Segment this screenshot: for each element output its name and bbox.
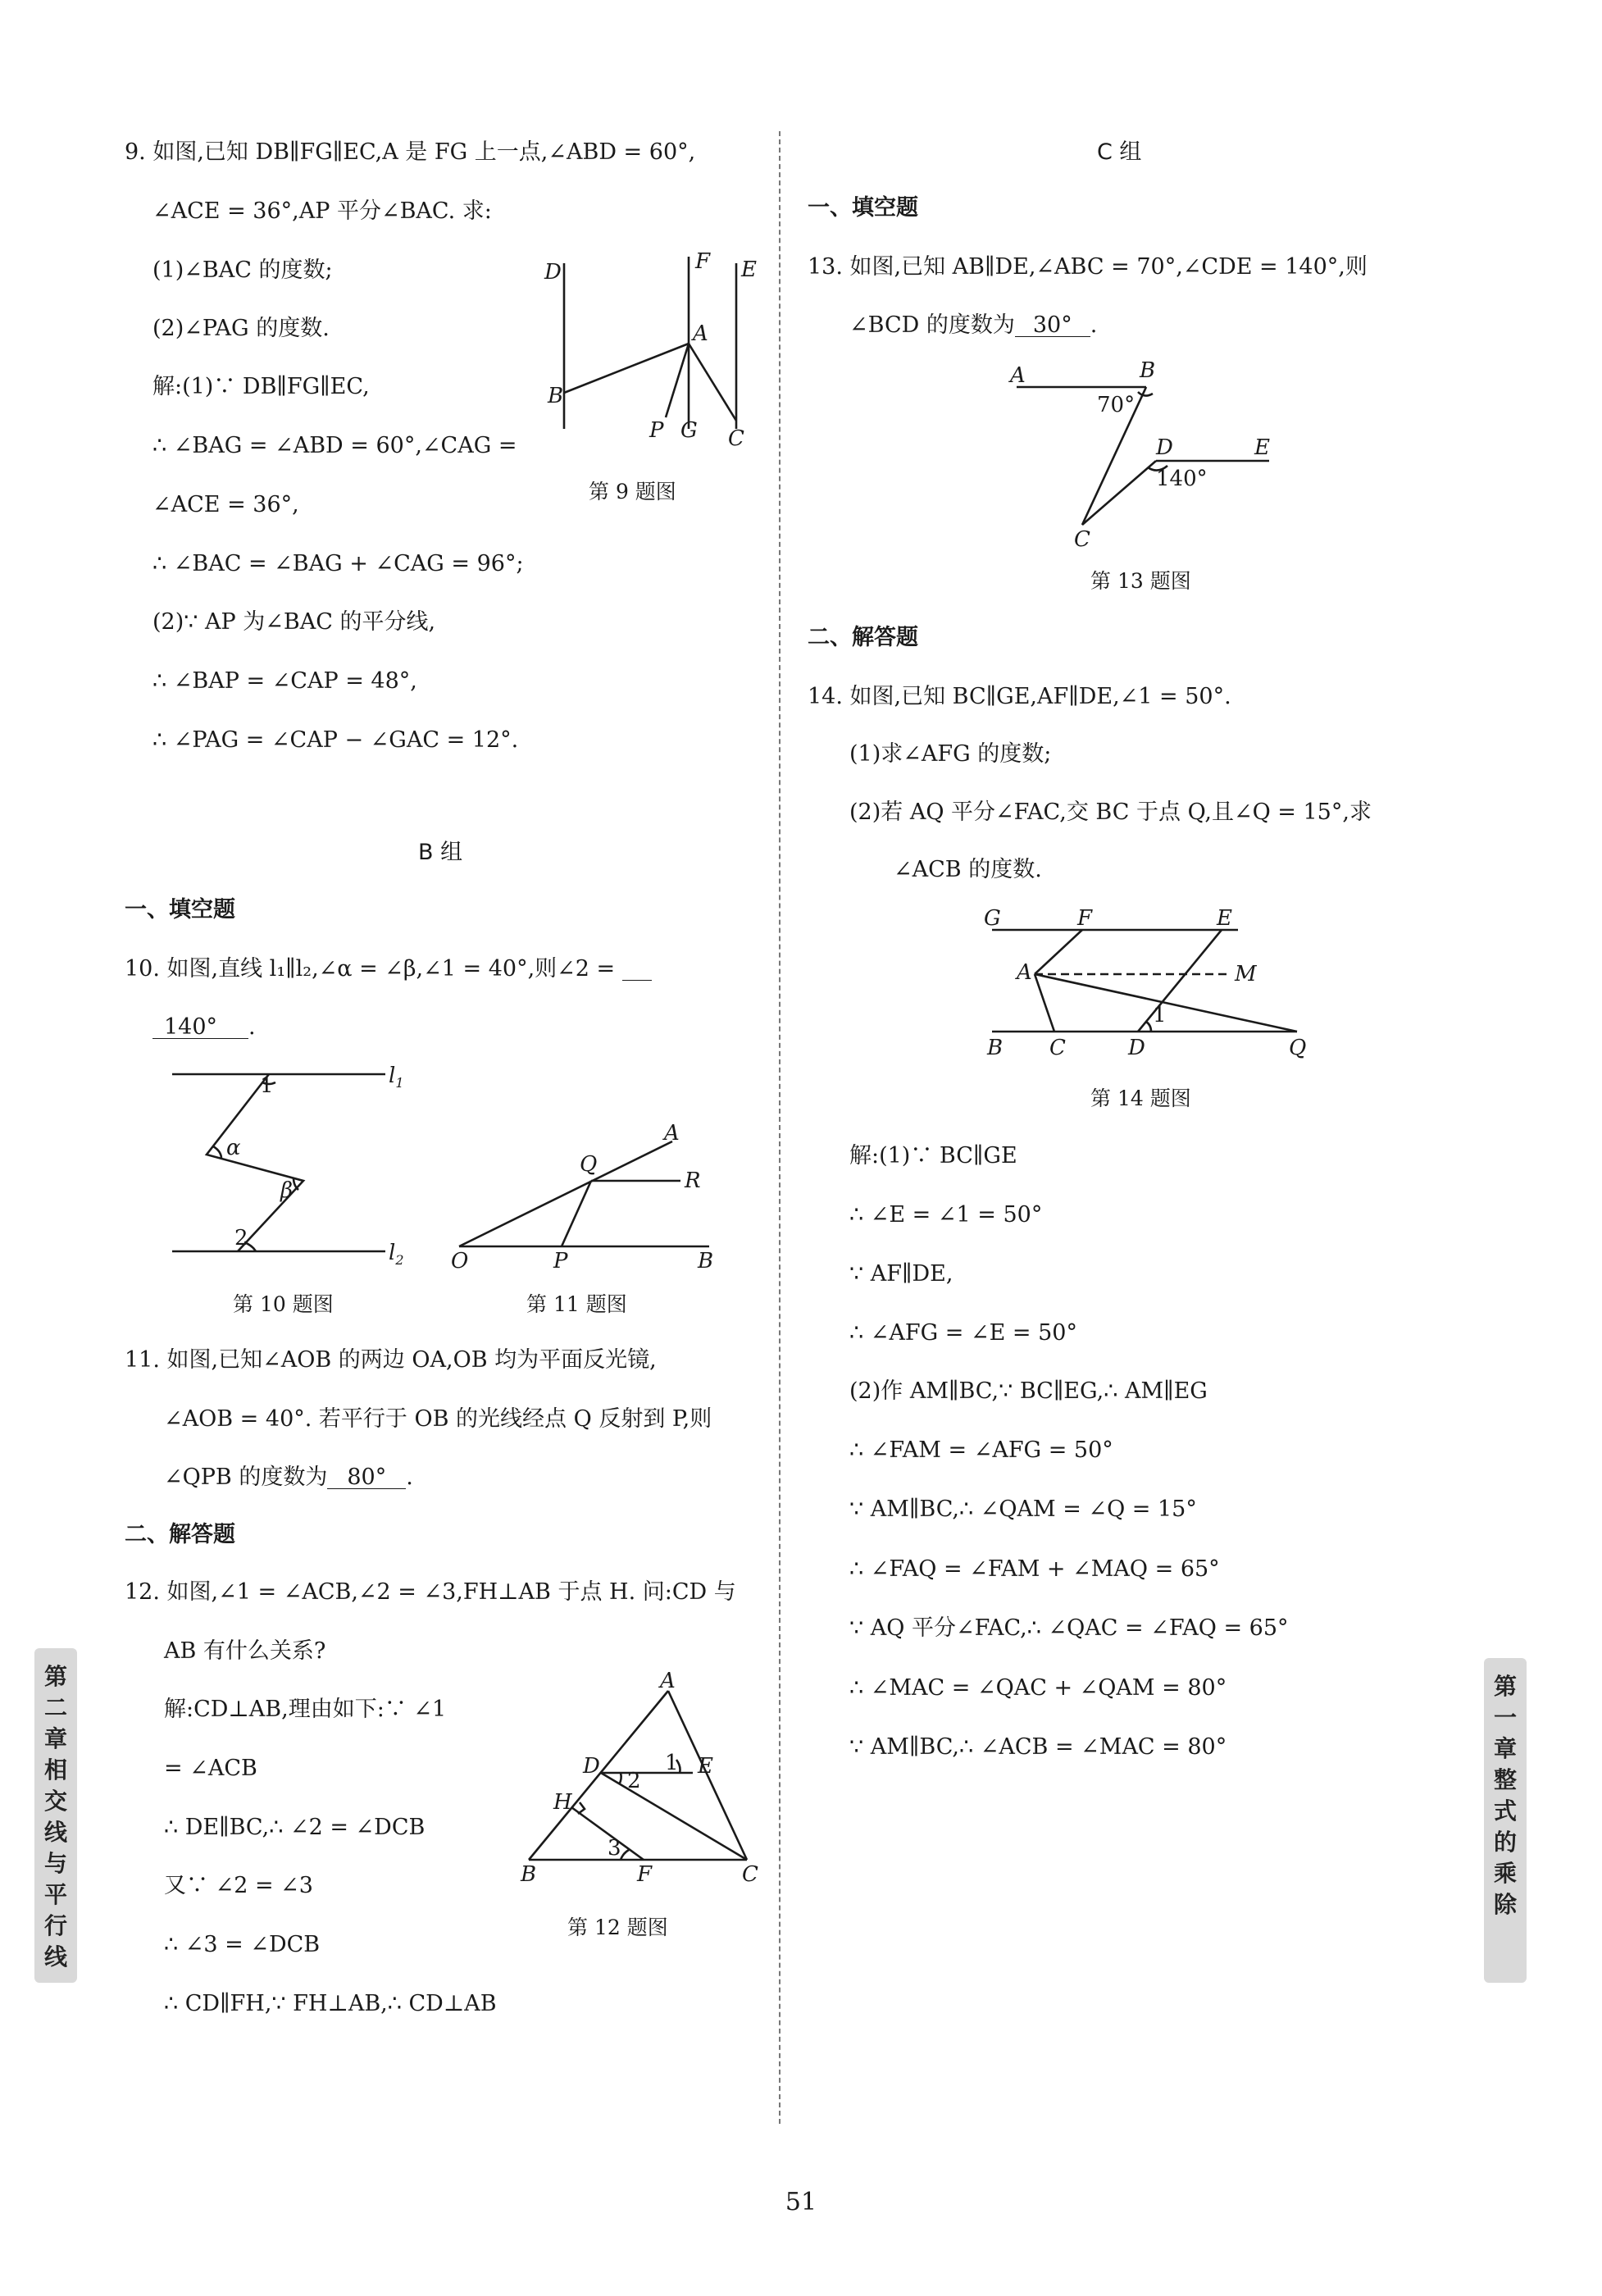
solve-heading: 二、解答题	[125, 1522, 235, 1547]
q13-end: .	[1090, 312, 1098, 338]
label-P: P	[553, 1249, 568, 1273]
q14-line: (2)若 AQ 平分∠FAC,交 BC 于点 Q,且∠Q = 15°,求	[849, 800, 1372, 825]
page-number: 51	[785, 2188, 817, 2216]
q11-line: 11. 如图,已知∠AOB 的两边 OA,OB 均为平面反光镜,	[125, 1347, 657, 1373]
figure-14	[976, 902, 1320, 1066]
label-D: D	[1128, 1036, 1145, 1060]
q9-solution-line: ∴ ∠BAG = ∠ABD = 60°,∠CAG =	[152, 433, 517, 458]
q9-line: 9. 如图,已知 DB∥FG∥EC,A 是 FG 上一点,∠ABD = 60°,	[125, 139, 696, 165]
figure-13-caption: 第 13 题图	[1090, 569, 1191, 593]
q14-solution-line: ∴ ∠E = ∠1 = 50°	[849, 1202, 1043, 1228]
q10-line	[125, 958, 652, 981]
angle-alpha-label: α	[226, 1136, 241, 1160]
q12-solution-line: 又∵ ∠2 = ∠3	[164, 1873, 313, 1898]
figure-10-caption: 第 10 题图	[233, 1292, 334, 1316]
label-G: G	[680, 418, 698, 443]
label-B: B	[548, 384, 564, 408]
label-A: A	[660, 1669, 676, 1693]
figure-9-caption: 第 9 题图	[589, 480, 676, 503]
q12-solution-line: ∴ CD∥FH,∵ FH⊥AB,∴ CD⊥AB	[164, 1991, 497, 2016]
q13-line: 13. 如图,已知 AB∥DE,∠ABC = 70°,∠CDE = 140°,则	[808, 254, 1368, 280]
label-G: G	[984, 906, 1001, 931]
angle-2-label: 2	[627, 1769, 641, 1793]
q12-line: AB 有什么关系?	[164, 1638, 326, 1664]
label-F: F	[637, 1862, 653, 1887]
q10-answer-line	[152, 1016, 256, 1039]
q11-answer: 80°	[327, 1466, 406, 1489]
label-B: B	[698, 1249, 714, 1273]
label-E: E	[741, 257, 757, 282]
q14-solution-line: (2)作 AM∥BC,∵ BC∥EG,∴ AM∥EG	[849, 1378, 1208, 1404]
q14-solution-line: ∵ AM∥BC,∴ ∠ACB = ∠MAC = 80°	[849, 1734, 1227, 1760]
q12-solution-line: 解:CD⊥AB,理由如下:∵ ∠1	[164, 1697, 447, 1722]
group-c-heading: C 组	[1097, 139, 1142, 165]
label-D: D	[544, 260, 562, 285]
label-F: F	[695, 249, 711, 274]
q9-line: (2)∠PAG 的度数.	[152, 316, 330, 341]
q9-line: (1)∠BAC 的度数;	[152, 257, 333, 283]
label-E: E	[1217, 906, 1232, 931]
q9-solution-line: ∠ACE = 36°,	[152, 492, 299, 517]
label-A: A	[693, 321, 708, 346]
label-B: B	[521, 1862, 537, 1887]
q9-line: ∠ACE = 36°,AP 平分∠BAC. 求:	[152, 198, 492, 224]
figure-12	[504, 1669, 767, 1887]
q9-solution-line: (2)∵ AP 为∠BAC 的平分线,	[152, 609, 436, 635]
q9-solution-line: ∴ ∠PAG = ∠CAP − ∠GAC = 12°.	[152, 727, 519, 753]
q14-solution-line: ∴ ∠MAC = ∠QAC + ∠QAM = 80°	[849, 1675, 1227, 1701]
label-M: M	[1235, 962, 1257, 986]
q14-solution-line: ∴ ∠FAM = ∠AFG = 50°	[849, 1437, 1113, 1463]
label-C: C	[742, 1862, 758, 1887]
angle-1-label: 1	[1153, 1003, 1167, 1027]
chapter-side-tab-left: 第二章 相交线与平行线	[34, 1648, 77, 1983]
line-l1-label: $l_1$	[389, 1064, 404, 1091]
figure-14-caption: 第 14 题图	[1090, 1086, 1191, 1110]
q12-solution-line: ∴ ∠3 = ∠DCB	[164, 1932, 321, 1957]
chapter-side-tab-right: 第一章 整式的乘除	[1484, 1658, 1527, 1983]
q14-line: 14. 如图,已知 BC∥GE,AF∥DE,∠1 = 50°.	[808, 684, 1231, 709]
q14-solution-line: ∴ ∠FAQ = ∠FAM + ∠MAQ = 65°	[849, 1556, 1220, 1582]
q14-line: (1)求∠AFG 的度数;	[849, 741, 1052, 767]
label-A: A	[1017, 960, 1032, 985]
fill-in-heading: 一、填空题	[808, 195, 918, 221]
label-E: E	[1254, 435, 1270, 460]
angle-1-label: 1	[260, 1073, 274, 1098]
label-A: A	[664, 1121, 680, 1146]
fill-in-heading: 一、填空题	[125, 897, 235, 922]
label-P: P	[649, 418, 664, 443]
figure-10	[164, 1058, 426, 1271]
label-A: A	[1010, 363, 1026, 388]
q14-solution-line: ∵ AF∥DE,	[849, 1261, 953, 1287]
label-C: C	[1049, 1036, 1066, 1060]
figure-13	[1000, 353, 1295, 552]
line-l2-label: $l_2$	[389, 1241, 404, 1268]
label-D: D	[583, 1754, 600, 1779]
figure-11-caption: 第 11 题图	[526, 1292, 627, 1316]
q10-text: 10. 如图,直线 l₁∥l₂,∠α = ∠β,∠1 = 40°,则∠2 =	[125, 956, 622, 982]
angle-140-label: 140°	[1156, 467, 1208, 491]
angle-beta-label: β	[280, 1178, 294, 1203]
group-b-heading: B 组	[418, 840, 463, 865]
label-B: B	[987, 1036, 1004, 1060]
label-H: H	[553, 1790, 572, 1815]
label-B: B	[1140, 358, 1156, 383]
q13-text: ∠BCD 的度数为	[849, 312, 1015, 338]
angle-2-label: 2	[234, 1226, 248, 1250]
q11-line: ∠AOB = 40°. 若平行于 OB 的光线经点 Q 反射到 P,则	[164, 1406, 712, 1432]
label-R: R	[685, 1168, 701, 1193]
q14-line: ∠ACB 的度数.	[894, 857, 1042, 882]
label-Q: Q	[1289, 1036, 1307, 1060]
q9-solution-line: 解:(1)∵ DB∥FG∥EC,	[152, 374, 370, 399]
q10-answer: 140°	[152, 1016, 248, 1039]
column-divider	[779, 131, 781, 2124]
label-O: O	[451, 1249, 469, 1273]
q12-solution-line: = ∠ACB	[164, 1756, 257, 1781]
q14-solution-line: ∵ AQ 平分∠FAC,∴ ∠QAC = ∠FAQ = 65°	[849, 1615, 1289, 1641]
q14-solution-line: ∵ AM∥BC,∴ ∠QAM = ∠Q = 15°	[849, 1496, 1197, 1522]
q9-solution-line: ∴ ∠BAP = ∠CAP = 48°,	[152, 668, 417, 694]
angle-1-label: 1	[665, 1751, 679, 1775]
q9-solution-line: ∴ ∠BAC = ∠BAG + ∠CAG = 96°;	[152, 551, 524, 576]
q10-end: .	[248, 1014, 256, 1040]
label-C: C	[728, 426, 744, 451]
figure-12-caption: 第 12 题图	[567, 1916, 668, 1939]
q11-answer-line	[164, 1466, 413, 1489]
solve-heading: 二、解答题	[808, 625, 918, 650]
label-C: C	[1074, 527, 1090, 552]
q14-solution-line: 解:(1)∵ BC∥GE	[849, 1143, 1017, 1168]
q13-answer: 30°	[1015, 314, 1090, 337]
q14-solution-line: ∴ ∠AFG = ∠E = 50°	[849, 1320, 1077, 1346]
angle-70-label: 70°	[1097, 393, 1136, 417]
q12-line: 12. 如图,∠1 = ∠ACB,∠2 = ∠3,FH⊥AB 于点 H. 问:CD 与	[125, 1579, 736, 1605]
label-Q: Q	[580, 1152, 598, 1177]
label-F: F	[1077, 906, 1093, 931]
q12-solution-line: ∴ DE∥BC,∴ ∠2 = ∠DCB	[164, 1815, 426, 1840]
figure-9	[525, 242, 771, 463]
q11-end: .	[406, 1465, 413, 1490]
label-E: E	[698, 1754, 713, 1779]
q13-answer-line	[849, 314, 1097, 337]
angle-3-label: 3	[608, 1836, 621, 1861]
label-D: D	[1156, 435, 1173, 460]
q11-text: ∠QPB 的度数为	[164, 1465, 328, 1490]
figure-11	[447, 1115, 734, 1271]
